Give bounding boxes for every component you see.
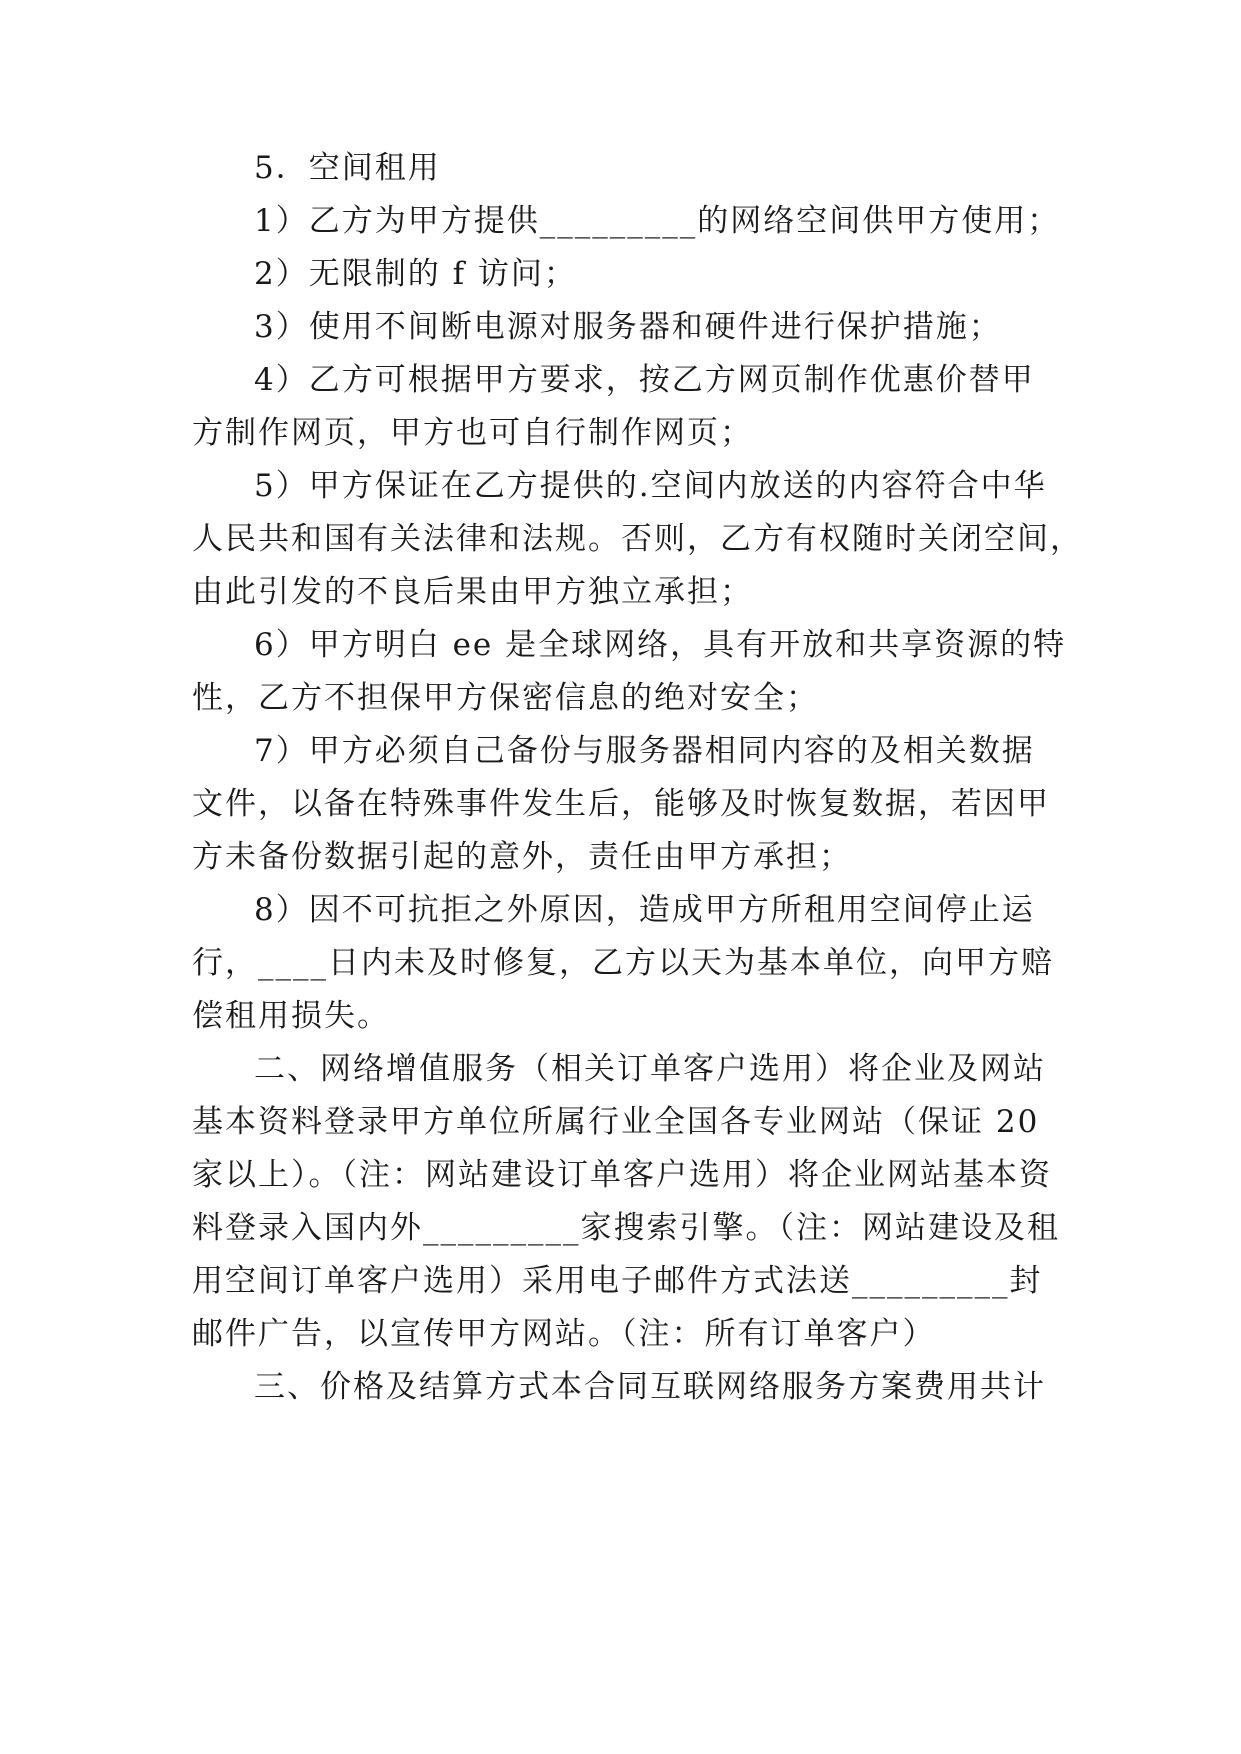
section-2-cont-5: 邮件广告，以宣传甲方网站。（注：所有订单客户） [192,1316,936,1352]
section-2-cont-4: 用空间订单客户选用）采用电子邮件方式法送_________封 [192,1263,1043,1299]
clause-item-7-cont-1: 文件，以备在特殊事件发生后，能够及时恢复数据，若因甲 [192,786,1050,822]
clause-item-2: 2）无限制的 f 访问； [254,256,577,292]
clause-item-8: 8）因不可抗拒之外原因，造成甲方所租用空间停止运 [254,892,1035,928]
section-heading-space-rental: 5．空间租用 [254,150,441,186]
clause-item-4: 4）乙方可根据甲方要求，按乙方网页制作优惠价替甲 [254,362,1035,398]
clause-item-7: 7）甲方必须自己备份与服务器相同内容的及相关数据 [254,733,1035,769]
clause-item-6: 6）甲方明白 ee 是全球网络，具有开放和共享资源的特 [254,627,1067,663]
clause-item-8-cont-1: 行，____日内未及时修复，乙方以天为基本单位，向甲方赔 [192,945,1054,981]
clause-item-7-cont-2: 方未备份数据引起的意外，责任由甲方承担； [192,839,852,875]
clause-item-5: 5）甲方保证在乙方提供的.空间内放送的内容符合中华 [254,468,1047,504]
clause-item-8-cont-2: 偿租用损失。 [192,998,390,1034]
clause-item-6-cont: 性，乙方不担保甲方保密信息的绝对安全； [192,680,819,716]
section-2-cont-3: 料登录入国内外_________家搜索引擎。（注：网站建设及租 [192,1210,1060,1246]
section-2-value-added-services: 二、网络增值服务（相关订单客户选用）将企业及网站 [254,1051,1046,1087]
clause-item-5-cont-1: 人民共和国有关法律和法规。否则，乙方有权随时关闭空间， [192,521,1083,557]
clause-item-3: 3）使用不间断电源对服务器和硬件进行保护措施； [254,309,1002,345]
section-2-cont-1: 基本资料登录甲方单位所属行业全国各专业网站（保证 20 [192,1104,1040,1140]
clause-item-1: 1）乙方为甲方提供_________的网络空间供甲方使用； [254,203,1061,239]
clause-item-4-cont: 方制作网页，甲方也可自行制作网页； [192,415,753,451]
section-3-price-settlement: 三、价格及结算方式本合同互联网络服务方案费用共计 [254,1369,1046,1405]
section-2-cont-2: 家以上）。（注：网站建设订单客户选用）将企业网站基本资 [192,1157,1052,1193]
clause-item-5-cont-2: 由此引发的不良后果由甲方独立承担； [192,574,753,610]
